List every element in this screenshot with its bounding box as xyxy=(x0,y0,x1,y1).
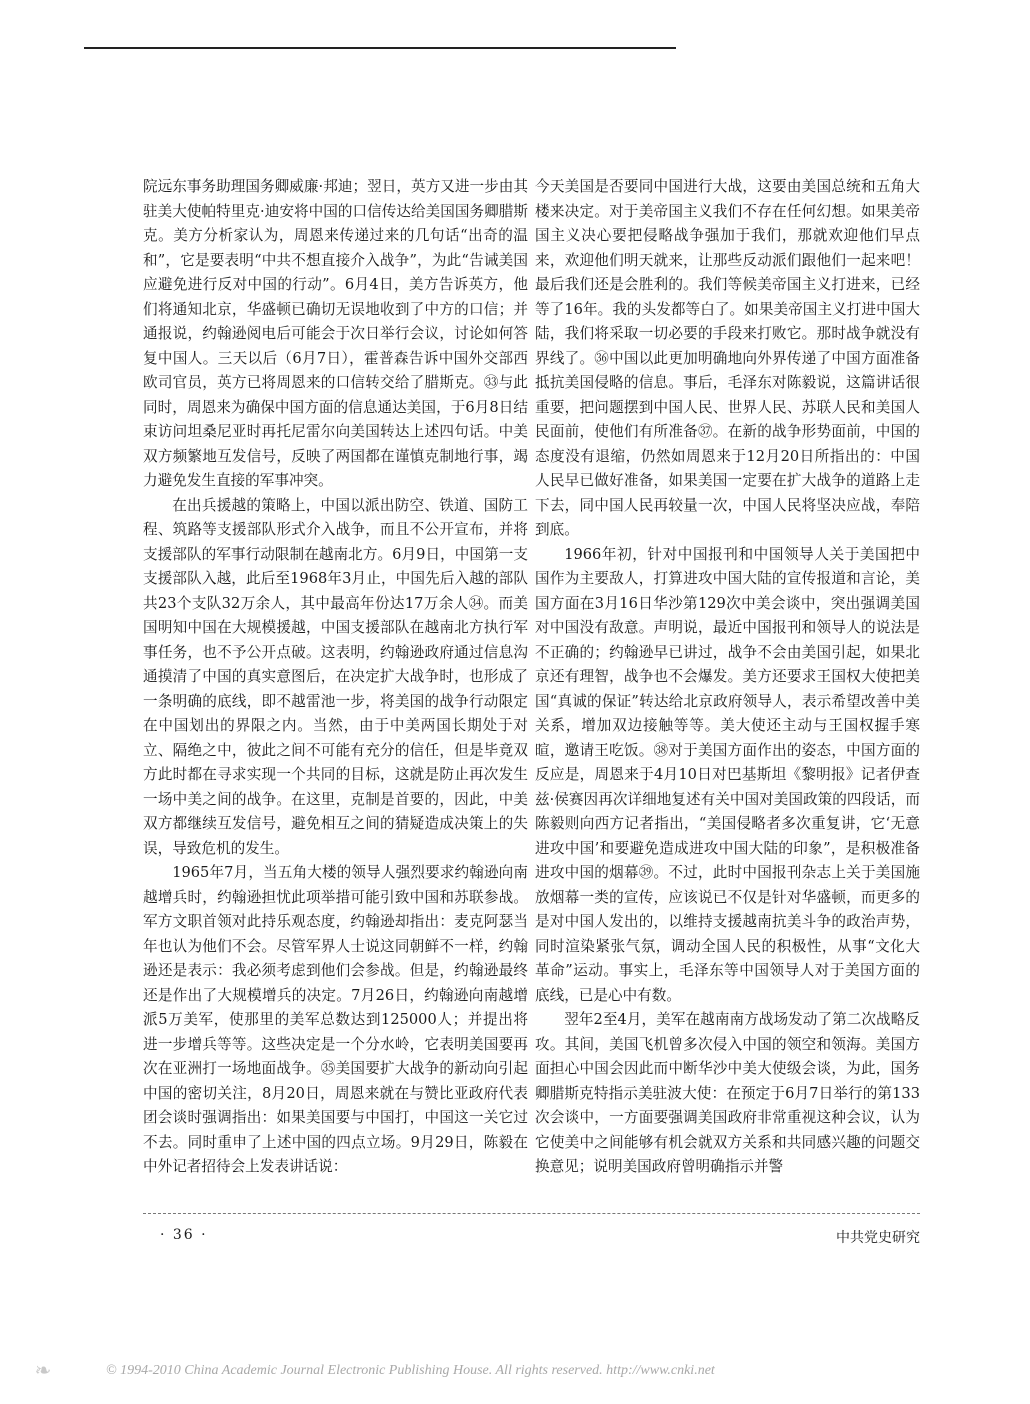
paragraph: 1965年7月，当五角大楼的领导人强烈要求约翰逊向南越增兵时，约翰逊担忧此项举措可能引致中国和苏联参战。军方文职首领对此持乐观态度，约翰逊却指出：麦克阿瑟当年也认为他们不会。尽管军界人士说这同朝鲜不一样，约翰逊还是表示：我必须考虑到他们会参战。但是，约翰逊最终还是作出了大规模增兵的决定。7月26日，约翰逊向南越增派5万美军，使那里的美军总数达到125000人；并提出将进一步增兵等等。这些决定是一个分水岭，它表明美国要再次在亚洲打一场地面战争。㉟美国要扩大战争的新动向引起中国的密切关注，8月20日，周恩来就在与赞比亚政府代表团会谈时强调指出：如果美国要与中国打，中国这一关它过不去。同时重申了上述中国的四点立场。9月29日，陈毅在中外记者招待会上发表讲话说： xyxy=(143,864,528,1175)
left-column xyxy=(143,175,528,1180)
journal-name: 中共党史研究 xyxy=(836,1230,920,1246)
right-column xyxy=(535,175,920,1180)
paragraph: 在出兵援越的策略上，中国以派出防空、铁道、国防工程、筑路等支援部队形式介入战争，而且不公开宣布，并将支援部队的军事行动限制在越南北方。6月9日，中国第一支支援部队入越，此后至1968年3月止，中国先后入越的部队共23个支队32万余人，其中最高年份达17万余人㉞。而美国明知中国在大规模援越，中国支援部队在越南北方执行军事任务，也不予公开点破。这表明，约翰逊政府通过信息沟通摸清了中国的真实意图后，在决定扩大战争时，也形成了一条明确的底线，即不越雷池一步，将美国的战争行动限定在中国划出的界限之内。当然，由于中美两国长期处于对立、隔绝之中，彼此之间不可能有充分的信任，但是毕竟双方此时都在寻求实现一个共同的目标，这就是防止再次发生一场中美之间的战争。在这里，克制是首要的，因此，中美双方都继续互发信号，避免相互之间的猜疑造成决策上的失误，导致危机的发生。 xyxy=(143,496,528,857)
cnki-logo-icon: ❧ xyxy=(34,1358,52,1382)
paragraph: 翌年2至4月，美军在越南南方战场发动了第二次战略反攻。其间，美国飞机曾多次侵入中国的领空和领海。美国方面担心中国会因此而中断华沙中美大使级会谈，为此，国务卿腊斯克特指示美驻波大使：在预定于6月7日举行的第133次会谈中，一方面要强调美国政府非常重视这种会议，认为它使美中之间能够有机会就双方关系和共同感兴趣的问题交换意见；说明美国政府曾明确指示并警 xyxy=(535,1011,920,1175)
copyright-notice: © 1994-2010 China Academic Journal Electronic Publishing House. All rights reserved. http://www.cnki.net xyxy=(106,1363,715,1378)
paragraph: 1966年初，针对中国报刊和中国领导人关于美国把中国作为主要敌人，打算进攻中国大陆的宣传报道和言论，美国方面在3月16日华沙第129次中美会谈中，突出强调美国对中国没有敌意。声明说，最近中国报刊和领导人的说法是不正确的；约翰逊早已讲过，战争不会由美国引起，如果北京还有理智，战争也不会爆发。美方还要求王国权大使把美国“真诚的保证”转达给北京政府领导人，表示希望改善中美关系，增加双边接触等等。美大使还主动与王国权握手寒暄，邀请王吃饭。㊳对于美国方面作出的姿态，中国方面的反应是，周恩来于4月10日对巴基斯坦《黎明报》记者伊查兹·侯赛因再次详细地复述有关中国对美国政策的四段话，而陈毅则向西方记者指出，“美国侵略者多次重复讲，它‘无意进攻中国’和要避免造成进攻中国大陆的印象”，是积极准备进攻中国的烟幕㊴。不过，此时中国报刊杂志上关于美国施放烟幕一类的宣传，应该说已不仅是针对华盛顿，而更多的是对中国人发出的，以维持支援越南抗美斗争的政治声势，同时渲染紧张气氛，调动全国人民的积极性，从事“文化大革命”运动。事实上，毛泽东等中国领导人对于美国方面的底线，已是心中有数。 xyxy=(535,545,920,1004)
page-number: · 36 · xyxy=(160,1227,208,1243)
paragraph: 今天美国是否要同中国进行大战，这要由美国总统和五角大楼来决定。对于美帝国主义我们不存在任何幻想。如果美帝国主义决心要把侵略战争强加于我们，那就欢迎他们早点来，欢迎他们明天就来，让那些反动派们跟他们一起来吧！最后我们还是会胜利的。我们等候美帝国主义打进来，已经等了16年。我的头发都等白了。如果美帝国主义打进中国大陆，我们将采取一切必要的手段来打败它。那时战争就没有界线了。㊱中国以此更加明确地向外界传递了中国方面准备抵抗美国侵略的信息。事后，毛泽东对陈毅说，这篇讲话很重要，把问题摆到中国人民、世界人民、苏联人民和美国人民面前，使他们有所准备㊲。在新的战争形势面前，中国的态度没有退缩，仍然如周恩来于12月20日所指出的：中国人民早已做好准备，如果美国一定要在扩大战争的道路上走下去，同中国人民再较量一次，中国人民将坚决应战，奉陪到底。 xyxy=(535,178,920,538)
paragraph: 院远东事务助理国务卿威廉·邦迪；翌日，英方又进一步由其驻美大使帕特里克·迪安将中国的口信传达给美国国务卿腊斯克。美方分析家认为，周恩来传递过来的几句话“出奇的温和”，它是要表明“中共不想直接介入战争”，为此“告诫美国应避免进行反对中国的行动”。6月4日，美方告诉英方，他们将通知北京，华盛顿已确切无误地收到了中方的口信；并通报说，约翰逊阅电后可能会于次日举行会议，讨论如何答复中国人。三天以后（6月7日），霍普森告诉中国外交部西欧司官员，英方已将周恩来的口信转交给了腊斯克。㉝与此同时，周恩来为确保中国方面的信息通达美国，于6月8日结束访问坦桑尼亚时再托尼雷尔向美国转达上述四句话。中美双方频繁地互发信号，反映了两国都在谨慎克制地行事，竭力避免发生直接的军事冲突。 xyxy=(143,178,528,489)
header-rule xyxy=(84,47,676,49)
footer-rule xyxy=(143,1213,920,1214)
